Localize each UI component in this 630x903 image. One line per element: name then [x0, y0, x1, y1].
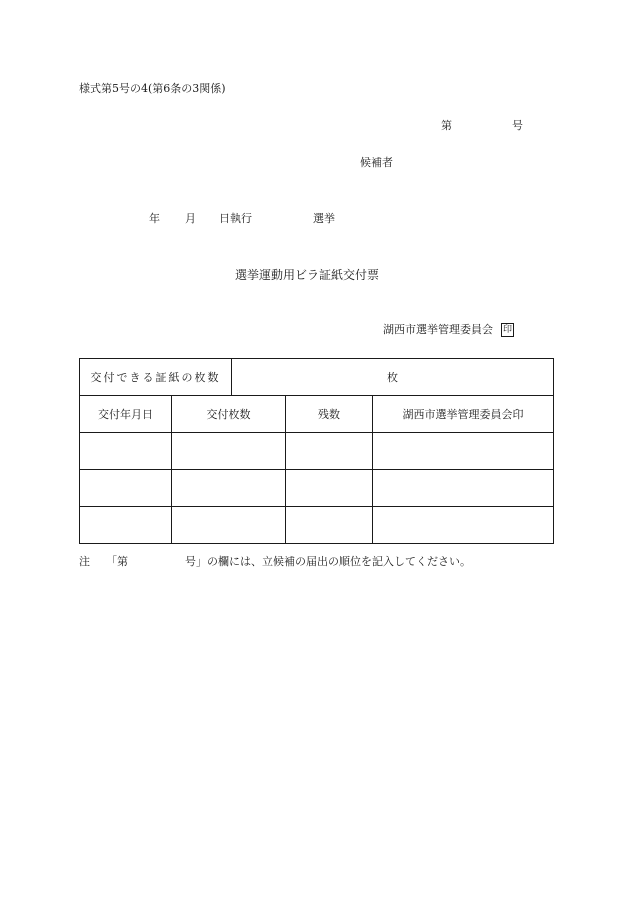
cell-committee-seal[interactable] — [373, 433, 554, 470]
cell-issue-date[interactable] — [80, 470, 172, 507]
cell-issue-count[interactable] — [172, 470, 286, 507]
form-id: 様式第5号の4(第6条の3関係) — [79, 82, 226, 95]
election-label: 選挙 — [313, 212, 335, 225]
table-header-row — [80, 396, 554, 433]
issuer-block — [383, 323, 514, 337]
table-row-top — [80, 359, 554, 396]
note-prefix: 注 — [79, 555, 90, 568]
document-title: 選挙運動用ビラ証紙交付票 — [235, 268, 380, 282]
cell-remaining[interactable] — [286, 507, 373, 544]
table-row — [80, 507, 554, 544]
candidate-label: 候補者 — [360, 156, 393, 169]
header-issue-date: 交付年月日 — [80, 396, 172, 433]
issuance-table — [79, 358, 554, 544]
issuable-count-label: 交付できる証紙の枚数 — [80, 359, 232, 396]
cell-issue-count[interactable] — [172, 507, 286, 544]
header-committee-seal: 湖西市選挙管理委員会印 — [373, 396, 554, 433]
cell-issue-date[interactable] — [80, 507, 172, 544]
cell-committee-seal[interactable] — [373, 507, 554, 544]
header-issue-count: 交付枚数 — [172, 396, 286, 433]
seal-stamp: 印 — [502, 325, 512, 335]
month-label: 月 — [185, 212, 196, 225]
cell-remaining[interactable] — [286, 433, 373, 470]
day-execution-label: 日執行 — [219, 212, 252, 225]
cell-issue-count[interactable] — [172, 433, 286, 470]
cell-issue-date[interactable] — [80, 433, 172, 470]
number-suffix: 号 — [512, 119, 523, 132]
year-label: 年 — [149, 212, 160, 225]
cell-remaining[interactable] — [286, 470, 373, 507]
table-row — [80, 433, 554, 470]
number-prefix: 第 — [441, 119, 452, 132]
note-text-b: 号」の欄には、立候補の届出の順位を記入してください。 — [185, 555, 471, 568]
issuable-count-unit: 枚 — [232, 359, 554, 396]
table-row — [80, 470, 554, 507]
note-text-a: 「第 — [106, 555, 128, 568]
header-remaining: 残数 — [286, 396, 373, 433]
cell-committee-seal[interactable] — [373, 470, 554, 507]
issuer-name: 湖西市選挙管理委員会 — [383, 323, 493, 336]
